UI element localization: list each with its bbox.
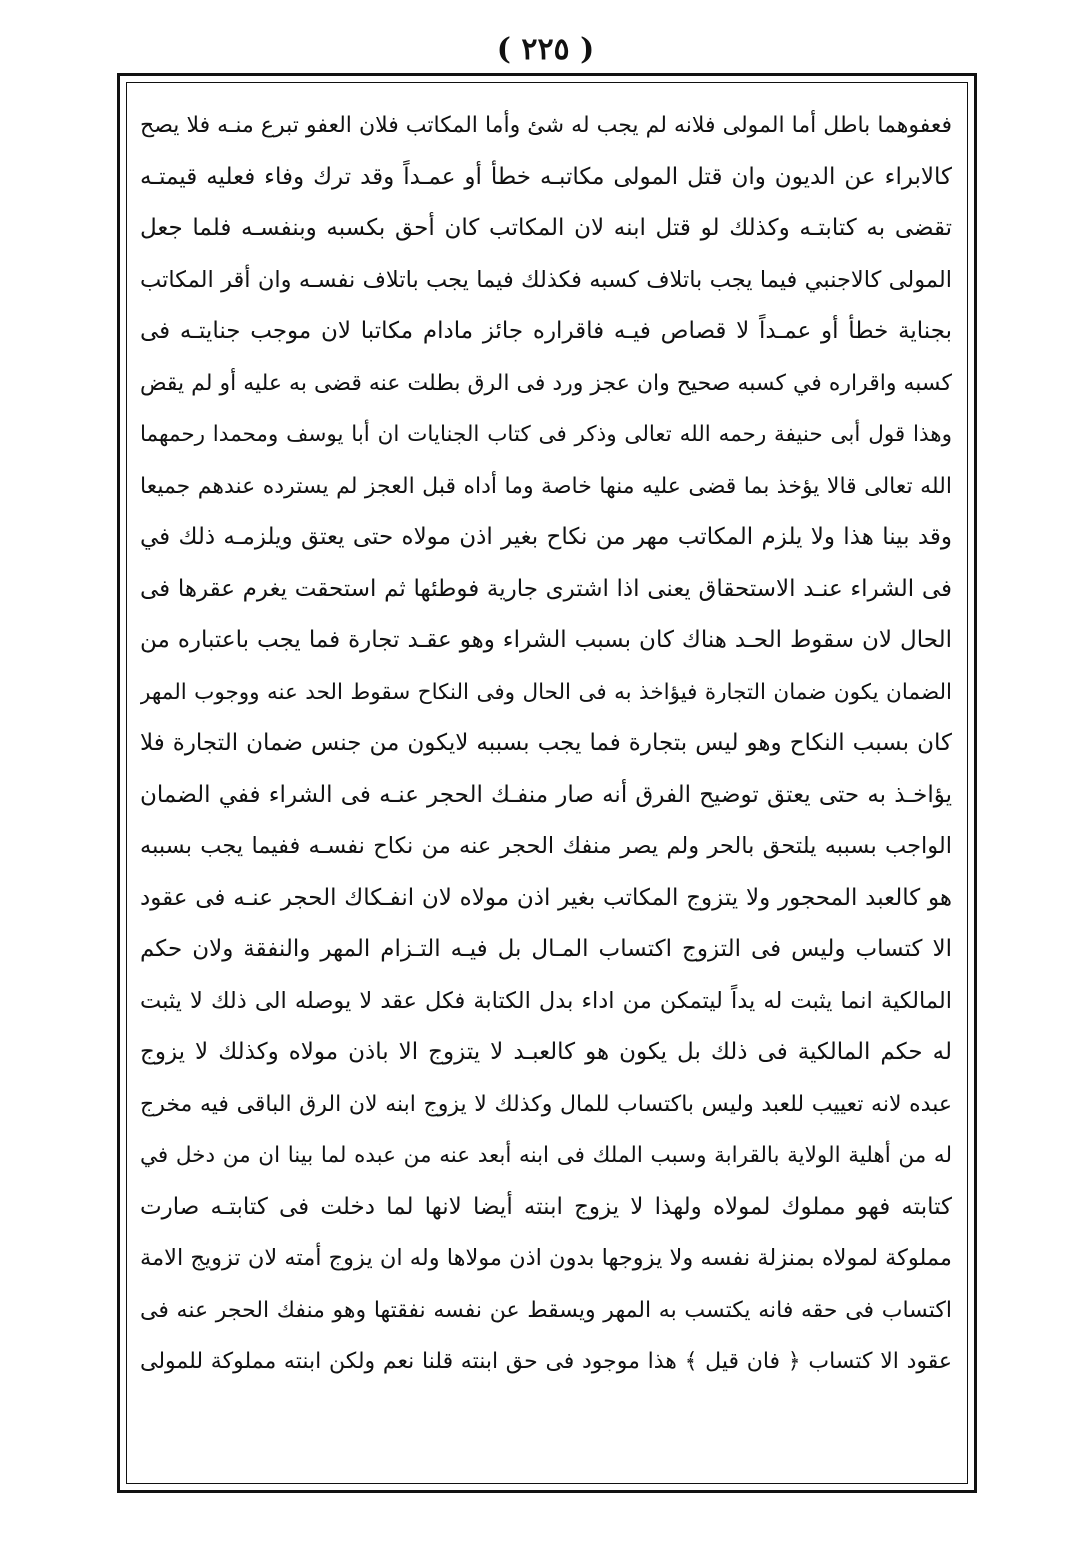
text-line: وقد بينا هذا ولا يلزم المكاتب مهر من نكاح بغير اذن مولاه حتى يعتق ويلزمـه ذلك في <box>140 524 952 550</box>
text-line: كان بسبب النكاح وهو ليس بتجارة فما يجب بسببه لايكون من جنس ضمان التجارة فلا <box>140 730 952 756</box>
text-line: الله تعالى قالا يؤخذ بما قضى عليه منها خاصة وما أداه قبل العجز لم يسترده عندهم جميعا <box>140 473 952 499</box>
text-line: كسبه واقراره في كسبه صحيح وان عجز ورد فى الرق بطلت عنه قضى به عليه أو لم يقض <box>140 370 952 396</box>
text-line: عقود الا كتساب ﴿ فان قيل ﴾ هذا موجود فى حق ابنته قلنا نعم ولكن ابنته مملوكة للمولى <box>140 1349 952 1374</box>
text-body <box>140 100 952 1472</box>
text-line: تقضى به كتابتـه وكذلك لو قتل ابنه لان المكاتب كان أحق بكسبه وبنفسـه فلما جعل <box>140 215 952 241</box>
text-line: مملوكة لمولاه بمنزلة نفسه ولا يزوجها بدون اذن مولاها وله ان يزوج أمته لان تزويج الامة <box>140 1245 952 1271</box>
text-line: وهذا قول أبى حنيفة رحمه الله تعالى وذكر فى كتاب الجنايات ان أبا يوسف ومحمدا رحمهما <box>140 422 952 447</box>
text-line: كالابراء عن الديون وان قتل المولى مكاتبـه خطأ أو عمـداً وقد ترك وفاء فعليه قيمتـه <box>140 163 952 190</box>
text-line: كتابته فهو مملوك لمولاه ولهذا لا يزوج ابنته أيضا لانها لما دخلت فى كتابتـه صارت <box>140 1193 952 1220</box>
text-line: المولى كالاجنبي فيما يجب باتلاف كسبه فكذلك فيما يجب باتلاف نفسـه وان أقر المكاتب <box>140 266 952 293</box>
text-line: فعفوهما باطل أما المولى فلانه لم يجب له شئ وأما المكاتب فلان العفو تبرع منـه فلا يصح <box>140 113 952 138</box>
text-line: له من أهلية الولاية بالقرابة وسبب الملك فى ابنه أبعد عنه من عبده لما بينا ان من دخل في <box>140 1143 952 1168</box>
page-number: ( ٢٢٥ ) <box>496 32 595 67</box>
text-line: الا كتساب وليس فى التزوج اكتساب المـال بل فيـه التـزام المهر والنفقة ولان حكم <box>140 936 952 962</box>
text-line: الضمان يكون ضمان التجارة فيؤاخذ به فى الحال وفى النكاح سقوط الحد عنه ووجوب المهر <box>140 679 952 705</box>
text-line: الحال لان سقوط الحـد هناك كان بسبب الشراء وهو عقـد تجارة فما يجب باعتباره من <box>140 627 952 653</box>
text-line: هو كالعبد المحجور ولا يتزوج المكاتب بغير اذن مولاه لان انفـكاك الحجر عنـه فى عقود <box>140 884 952 911</box>
text-line: الواجب بسببه يلتحق بالحر ولم يصر منفك الحجر عنه من نكاح نفسـه ففيما يجب بسببه <box>140 833 952 859</box>
text-line: يؤاخـذ به حتى يعتق توضيح الفرق أنه صار منفـك الحجر عنـه فى الشراء ففي الضمان <box>140 781 952 808</box>
text-line: بجناية خطأ أو عمـداً لا قصاص فيـه فاقراره جائز مادام مكاتبا لان موجب جنايتـه فى <box>140 318 952 344</box>
text-line: عبده لانه تعييب للعبد وليس باكتساب للمال وكذلك لا يزوج ابنه لان الرق الباقى فيه مخرج <box>140 1091 952 1117</box>
text-line: له حكم المالكية فى ذلك بل يكون هو كالعبـد لا يتزوج الا باذن مولاه وكذلك لا يزوج <box>140 1039 952 1065</box>
text-line: اكتساب فى حقه فانه يكتسب به المهر ويسقط عن نفسه نفقتها وهو منفك الحجر عنه فى <box>140 1297 952 1323</box>
text-line: فى الشراء عنـد الاستحقاق يعنى اذا اشترى جارية فوطئها ثم استحقت يغرم عقرها فى <box>140 575 952 602</box>
text-line: المالكية انما يثبت له يداً ليتمكن من اداء بدل الكتابة فكل عقد لا يوصله الى ذلك لا يثبت <box>140 987 952 1014</box>
